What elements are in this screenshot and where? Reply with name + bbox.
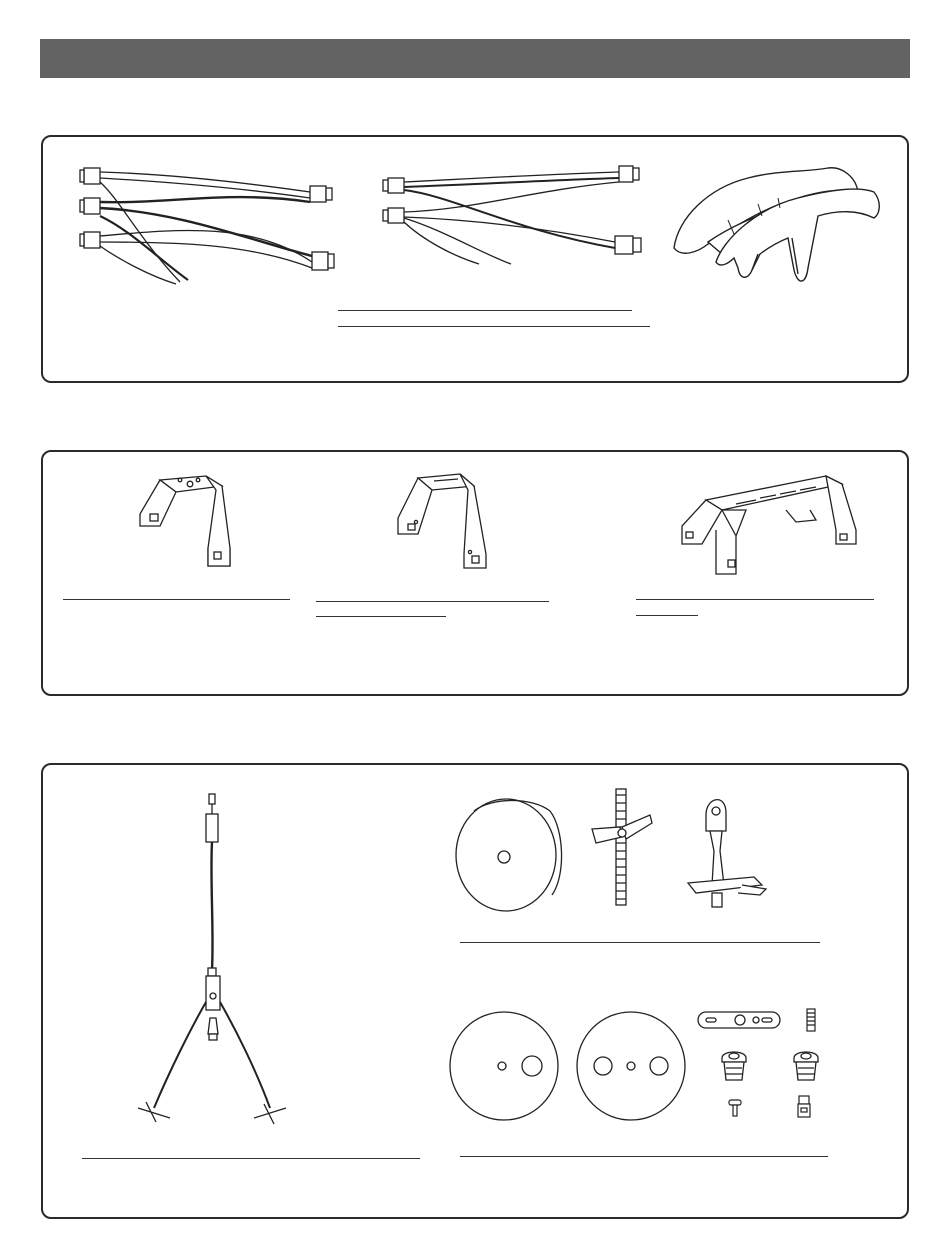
connector-left-top [383, 178, 404, 193]
cradle-bracket-pair-illustration [668, 158, 888, 288]
caption-rule-bracket-b-line2 [316, 616, 446, 617]
connector-left-top [80, 168, 100, 184]
wire-harness-two-way-illustration [383, 160, 653, 270]
flat-plate-one-hole-illustration [448, 1010, 560, 1122]
swivel-hanger-illustration [682, 785, 772, 910]
y-cable-suspension-illustration [130, 790, 300, 1125]
threaded-nipple-illustration [804, 1008, 818, 1032]
caption-rule-bracket-b-line1 [316, 601, 549, 602]
ground-screw-illustration [728, 1098, 742, 1118]
connector-right-bottom [312, 252, 334, 270]
connector-right-bottom [615, 236, 641, 254]
mounting-bracket-c-illustration [676, 470, 866, 580]
strain-relief-bushing-right-illustration [788, 1048, 824, 1084]
connector-right-top [310, 186, 332, 202]
caption-rule-canopy-hardware [460, 942, 820, 943]
mounting-bracket-a-illustration [132, 470, 242, 580]
caption-rule-mounting-kit [460, 1156, 828, 1157]
mounting-bracket-b-illustration [388, 468, 498, 580]
connector-left-bottom [80, 232, 100, 248]
crossbar-illustration [696, 1008, 784, 1032]
flat-plate-two-holes-illustration [575, 1010, 687, 1122]
caption-rule-bracket-c-line2 [636, 615, 698, 616]
caption-rule-harness-line1 [338, 310, 632, 311]
ceiling-canopy-disc-illustration [452, 795, 567, 915]
wire-harness-three-way-illustration [80, 160, 340, 290]
toggle-bolt-illustration [586, 785, 666, 910]
set-screw-illustration [796, 1094, 812, 1120]
connector-right-top [619, 166, 639, 182]
strain-relief-bushing-left-illustration [716, 1048, 752, 1084]
caption-rule-bracket-c-line1 [636, 599, 874, 600]
caption-rule-bracket-a [63, 599, 290, 600]
section-header-title [40, 48, 52, 68]
section-header-bar [40, 39, 910, 78]
caption-rule-y-cable [82, 1158, 420, 1159]
connector-left-middle [80, 198, 100, 214]
caption-rule-harness-line2 [338, 326, 650, 327]
connector-left-bottom [383, 208, 404, 223]
